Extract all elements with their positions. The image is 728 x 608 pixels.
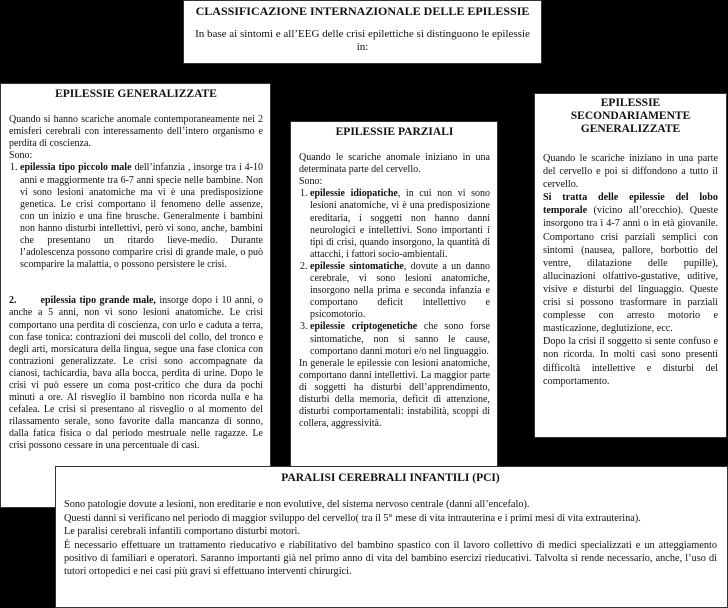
pci-title: PARALISI CEREBRALI INFANTILI (PCI) [281, 472, 500, 484]
secondary-body [543, 191, 718, 335]
partial-title: EPILESSIE PARZIALI [335, 126, 454, 138]
partial-sono: Sono: [299, 176, 323, 188]
item-text: insorge dopo i 10 anni, o anche a 5 anni, non vi sono lesioni anatomiche. Le crisi comportano una perdita di coscienza, con urlo e caduta a terra, con fase tonica: contrazioni dei muscoli del collo, del tronco e degli arti, morsicatura della lingua, segue una fase clonica con contrazioni generalizzate. Le crisi sono accompagnate da cianosi, tachicardia, bava alla bocca, perdita di urine. Dopo le crisi vi può essere un coma post-critico che dura da pochi minuti a ore. Al risveglio il bambino non ricorda nulla e ha cefalea. Le crisi si presentano al risveglio o al momento del rilassamento serale, sono favorite dalla mancanza di sonno, dalla fatica fisica o dal periodo mestruale nelle ragazze. Le crisi possono cessare in una percentuale di casi. [9, 295, 263, 452]
generalized-epilepsy-box [0, 83, 271, 508]
item-number: 2. [9, 295, 17, 307]
item-text: dell’infanzia , insorge tra i 4-10 anni e maggiormente tra 6-7 anni specie nelle bambine. Non vi sono lesioni anatomiche ma vi è una predisposizione genetica. Le crisi comportano il fenomeno delle assenze, con un inizio e una fine brusche. Generalmente i bambini non hanno disturbi intellettivi, però vi sono, anche, bambini che presentano un ritardo lieve-medio. Durante l’adolescenza possono comparire crisi di grande male, o può scomparire la malattia, o possono persistere le crisi. [20, 162, 263, 271]
item-lead: epilessie idiopatiche [310, 188, 398, 200]
pci-line: Questi danni si verificano nel periodo di maggior sviluppo del cervello( tra il 5° mese di vita intrauterina e i primi mesi di vita extrauterina). [64, 512, 641, 524]
secondary-bold: Si tratta delle epilessie del lobo temporale [543, 192, 718, 217]
generalized-intro: Quando si hanno scariche anomale contemporaneamente nei 2 emisferi cerebrali con interessamento dell’intero organismo e perdita di coscienza. [9, 114, 263, 150]
item-text: che sono forse sintomatiche, non si sanno le cause, comportano danni motori e/o nel linguaggio. [310, 321, 490, 357]
list-item [310, 321, 490, 357]
partial-intro: Quando le scariche anomale iniziano in una determinata parte del cervello. [299, 152, 490, 176]
classification-intro: In base ai sintomi e all’EEG delle crisi epilettiche si distinguono le epilessie in: [195, 28, 530, 53]
pci-line: È necessario effettuare un trattamento rieducativo e riabilitativo del bambino spastico con il lavoro collettivo di medici specializzati e un atteggiamento positivo di familiari e operatori. Saranno importanti già nel primo anno di vita del bambino esercizi rieducativi. Talvolta si rende necessario, anche, l’uso di tutori ortopedici e nei casi più gravi si effettuano interventi chirurgici. [64, 539, 717, 578]
generalized-list [9, 162, 263, 271]
secondary-intro: Quando le scariche iniziano in una parte del cervello e poi si diffondono a tutto il cervello. [543, 153, 718, 191]
pci-line: Sono patologie dovute a lesioni, non ereditarie e non evolutive, del sistema nervoso centrale (danni all’encefalo). [64, 499, 530, 511]
partial-outro: In generale le epilessie con lesioni anatomiche, comportano danni intellettivi. La maggior parte di soggetti ha disturbi dell’apprendimento, disturbi della memoria, deficit di attenzione, disturbi comportamentali: instabilità, scoppi di collera, aggressività. [299, 357, 490, 430]
secondary-outro: Dopo la crisi il soggetto si sente confuso e non ricorda. In molti casi sono presenti difficoltà intellettive e disturbi del comportamento. [543, 336, 718, 387]
item-text: , dovute a un danno cerebrale, vi sono lesioni anatomiche, insorgono nella prima e seconda infanzia e comportano deficit intellettivo e psicomotorio. [310, 260, 490, 321]
pci-line: Le paralisi cerebrali infantili comportano disturbi motori. [64, 526, 300, 538]
item-lead: epilessia tipo grande male, [40, 295, 156, 307]
item-text: , in cui non vi sono lesioni anatomiche, vi è una predisposizione ereditaria, i soggetti non hanno danni neurologici e intellettivi. Sono importanti i tipi di crisi, quando insorgono, la quantità di attacchi, i fattori socio-ambientali. [310, 188, 490, 260]
classification-box [183, 0, 542, 64]
classification-title: CLASSIFICAZIONE INTERNAZIONALE DELLE EPILESSIE [195, 4, 530, 18]
list-item [20, 162, 263, 271]
list-item [310, 261, 490, 321]
partial-epilepsy-box [290, 121, 498, 476]
secondary-generalized-box [534, 93, 727, 438]
item-lead: epilessia tipo piccolo male [20, 162, 132, 174]
item-lead: epilessie criptogenetiche [310, 321, 418, 333]
generalized-title: EPILESSIE GENERALIZZATE [55, 88, 217, 100]
cerebral-palsy-box [55, 466, 728, 608]
list-item [310, 188, 490, 261]
secondary-text: (vicino all’orecchio). Queste insorgono tra i 4-7 anni o in età giovanile. Comportano crisi parziali semplici con sintomi (nausea, pallore, borbottio del ventre, dilatazione delle pupille), allucinazioni olfattivo-gustative, uditive, visive e disturbi del linguaggio. Queste crisi si possono trasformare in parziali complesse con arresto motorio e masticazione, deglutizione, ecc. [543, 205, 718, 335]
partial-list [299, 188, 490, 357]
secondary-title: EPILESSIE SECONDARIAMENTE GENERALIZZATE [570, 97, 691, 135]
item-lead: epilessie sintomatiche [310, 260, 404, 272]
list-item [9, 295, 263, 452]
generalized-sono: Sono: [9, 150, 33, 162]
